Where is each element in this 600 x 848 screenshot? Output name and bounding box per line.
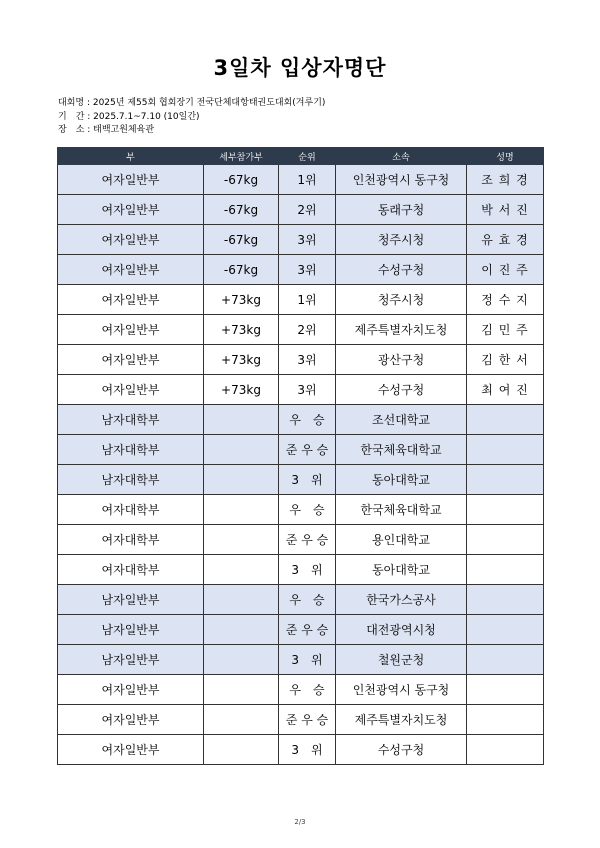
cell-team: 철원군청 — [336, 645, 467, 675]
cell-category: +73kg — [204, 345, 279, 375]
cell-category — [204, 615, 279, 645]
table-row — [58, 555, 544, 585]
cell-division: 여자대학부 — [58, 555, 204, 585]
table-row — [58, 615, 544, 645]
cell-division: 남자일반부 — [58, 645, 204, 675]
cell-team: 광산구청 — [336, 345, 467, 375]
cell-category — [204, 555, 279, 585]
cell-division: 남자일반부 — [58, 585, 204, 615]
cell-category: +73kg — [204, 375, 279, 405]
cell-category — [204, 645, 279, 675]
table-row — [58, 645, 544, 675]
cell-category — [204, 435, 279, 465]
cell-division: 여자대학부 — [58, 495, 204, 525]
table-row — [58, 735, 544, 765]
cell-team: 제주특별자치도청 — [336, 315, 467, 345]
cell-team: 동아대학교 — [336, 555, 467, 585]
header-category: 세부참가부 — [204, 148, 279, 165]
cell-name: 유 효 경 — [467, 225, 544, 255]
cell-name — [467, 495, 544, 525]
event-info — [58, 97, 325, 138]
header-rank: 순위 — [279, 148, 336, 165]
cell-name: 이 진 주 — [467, 255, 544, 285]
cell-team: 수성구청 — [336, 375, 467, 405]
results-table — [57, 147, 544, 765]
cell-name — [467, 705, 544, 735]
table-row — [58, 675, 544, 705]
cell-team: 동아대학교 — [336, 465, 467, 495]
cell-category — [204, 735, 279, 765]
event-period-label: 기 간 — [58, 111, 85, 122]
cell-name: 김 민 주 — [467, 315, 544, 345]
cell-name — [467, 585, 544, 615]
cell-name — [467, 645, 544, 675]
cell-division: 여자일반부 — [58, 375, 204, 405]
table-body — [58, 165, 544, 765]
cell-name — [467, 435, 544, 465]
cell-division: 여자일반부 — [58, 195, 204, 225]
table-header-row — [58, 148, 544, 165]
header-name: 성명 — [467, 148, 544, 165]
cell-division: 여자일반부 — [58, 735, 204, 765]
cell-name — [467, 465, 544, 495]
table-row — [58, 165, 544, 195]
cell-division: 여자일반부 — [58, 345, 204, 375]
cell-division: 여자일반부 — [58, 165, 204, 195]
cell-category — [204, 405, 279, 435]
cell-rank: 준 우 승 — [279, 615, 336, 645]
event-name-label: 대회명 — [58, 98, 85, 108]
cell-category: -67kg — [204, 165, 279, 195]
cell-team: 인천광역시 동구청 — [336, 165, 467, 195]
cell-category — [204, 465, 279, 495]
event-period-value: 2025.7.1~7.10 (10일간) — [93, 111, 200, 122]
cell-name — [467, 405, 544, 435]
table-row — [58, 285, 544, 315]
cell-rank: 3위 — [279, 375, 336, 405]
cell-team: 한국체육대학교 — [336, 495, 467, 525]
cell-division: 여자일반부 — [58, 675, 204, 705]
cell-team: 대전광역시청 — [336, 615, 467, 645]
table-row — [58, 705, 544, 735]
cell-name — [467, 525, 544, 555]
cell-rank: 1위 — [279, 165, 336, 195]
cell-category: -67kg — [204, 195, 279, 225]
cell-team: 한국가스공사 — [336, 585, 467, 615]
cell-division: 여자대학부 — [58, 525, 204, 555]
cell-category — [204, 495, 279, 525]
page-title: 3일차 입상자명단 — [213, 56, 387, 80]
table-row — [58, 435, 544, 465]
table-row — [58, 345, 544, 375]
cell-rank: 3 위 — [279, 465, 336, 495]
cell-team: 제주특별자치도청 — [336, 705, 467, 735]
table-row — [58, 495, 544, 525]
cell-team: 수성구청 — [336, 735, 467, 765]
cell-team: 청주시청 — [336, 285, 467, 315]
cell-rank: 준 우 승 — [279, 705, 336, 735]
cell-name — [467, 615, 544, 645]
cell-rank: 2위 — [279, 315, 336, 345]
event-name-value: 2025년 제55회 협회장기 전국단체대항태권도대회(겨루기) — [92, 98, 326, 108]
cell-team: 수성구청 — [336, 255, 467, 285]
cell-team: 조선대학교 — [336, 405, 467, 435]
cell-name: 정 수 지 — [467, 285, 544, 315]
cell-rank: 우 승 — [279, 495, 336, 525]
cell-category: -67kg — [204, 225, 279, 255]
table-row — [58, 525, 544, 555]
cell-name — [467, 555, 544, 585]
cell-name: 최 여 진 — [467, 375, 544, 405]
event-venue-label: 장 소 — [58, 125, 85, 135]
cell-rank: 우 승 — [279, 585, 336, 615]
cell-rank: 우 승 — [279, 675, 336, 705]
cell-category: +73kg — [204, 285, 279, 315]
table-row — [58, 585, 544, 615]
cell-name: 김 한 서 — [467, 345, 544, 375]
cell-category — [204, 525, 279, 555]
cell-name: 조 희 경 — [467, 165, 544, 195]
cell-category — [204, 675, 279, 705]
cell-division: 여자일반부 — [58, 255, 204, 285]
cell-division: 여자일반부 — [58, 705, 204, 735]
cell-division: 여자일반부 — [58, 315, 204, 345]
cell-category: -67kg — [204, 255, 279, 285]
cell-rank: 우 승 — [279, 405, 336, 435]
table-row — [58, 465, 544, 495]
cell-category: +73kg — [204, 315, 279, 345]
cell-division: 남자대학부 — [58, 435, 204, 465]
cell-rank: 3위 — [279, 255, 336, 285]
cell-team: 한국체육대학교 — [336, 435, 467, 465]
cell-division: 남자대학부 — [58, 465, 204, 495]
cell-rank: 3 위 — [279, 735, 336, 765]
cell-rank: 3위 — [279, 225, 336, 255]
event-period-row: 기 간 : 2025.7.1~7.10 (10일간) — [58, 111, 200, 122]
header-team: 소속 — [336, 148, 467, 165]
event-name-row: 대회명 : 2025년 제55회 협회장기 전국단체대항태권도대회(겨루기) — [58, 98, 326, 108]
cell-rank: 2위 — [279, 195, 336, 225]
table-row — [58, 225, 544, 255]
cell-rank: 준 우 승 — [279, 435, 336, 465]
cell-division: 여자일반부 — [58, 285, 204, 315]
table-row — [58, 195, 544, 225]
table-row — [58, 255, 544, 285]
cell-division: 남자대학부 — [58, 405, 204, 435]
table-row — [58, 375, 544, 405]
table-row — [58, 405, 544, 435]
cell-division: 여자일반부 — [58, 225, 204, 255]
cell-team: 인천광역시 동구청 — [336, 675, 467, 705]
cell-team: 용인대학교 — [336, 525, 467, 555]
cell-category — [204, 705, 279, 735]
cell-rank: 3 위 — [279, 555, 336, 585]
cell-team: 동래구청 — [336, 195, 467, 225]
event-venue-value: 태백고원체육관 — [93, 125, 155, 135]
event-venue-row: 장 소 : 태백고원체육관 — [58, 125, 155, 135]
cell-name: 박 서 진 — [467, 195, 544, 225]
cell-rank: 1위 — [279, 285, 336, 315]
cell-category — [204, 585, 279, 615]
cell-division: 남자일반부 — [58, 615, 204, 645]
page-number: 2/3 — [294, 818, 306, 826]
cell-name — [467, 735, 544, 765]
cell-team: 청주시청 — [336, 225, 467, 255]
header-division: 부 — [58, 148, 204, 165]
cell-rank: 3위 — [279, 345, 336, 375]
table-row — [58, 315, 544, 345]
cell-rank: 3 위 — [279, 645, 336, 675]
cell-rank: 준 우 승 — [279, 525, 336, 555]
cell-name — [467, 675, 544, 705]
